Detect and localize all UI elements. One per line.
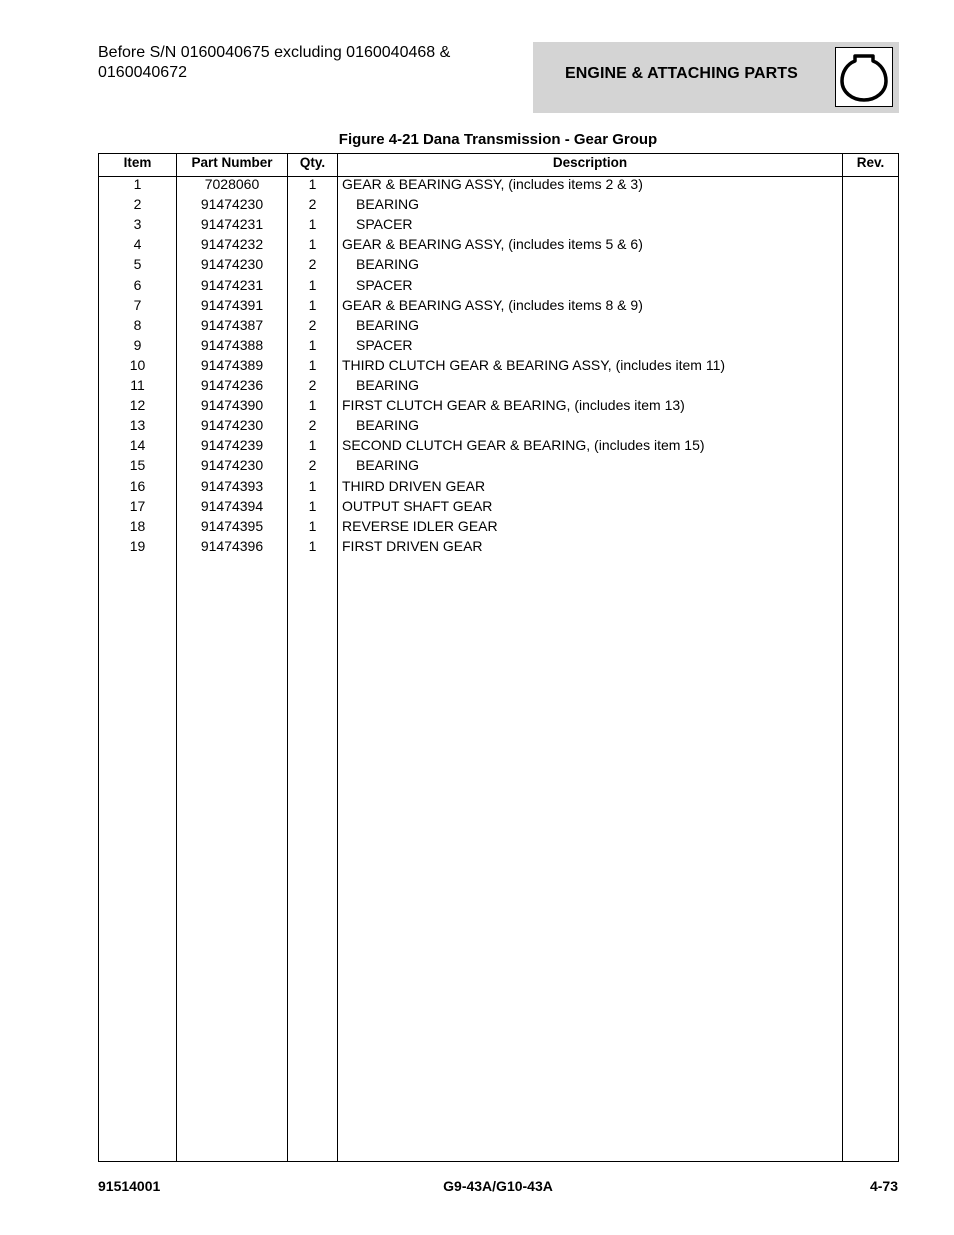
cell-description: BEARING bbox=[356, 457, 420, 474]
column-header-rev: Rev. bbox=[856, 155, 885, 170]
cell-part-number: 91474395 bbox=[200, 517, 264, 534]
table-row bbox=[99, 174, 898, 194]
cell-qty: 1 bbox=[308, 537, 317, 554]
cell-qty: 2 bbox=[308, 196, 317, 213]
cell-part-number: 91474230 bbox=[200, 417, 264, 434]
cell-part-number: 91474230 bbox=[200, 457, 264, 474]
cell-qty: 1 bbox=[308, 437, 317, 454]
section-header bbox=[533, 42, 899, 113]
parts-table bbox=[98, 153, 899, 1162]
table-row bbox=[99, 234, 898, 254]
footer-page-number: 4-73 bbox=[869, 1178, 898, 1194]
cell-qty: 1 bbox=[308, 176, 317, 192]
cell-part-number: 91474231 bbox=[200, 216, 264, 233]
cell-item: 15 bbox=[129, 457, 146, 474]
cell-item: 14 bbox=[129, 437, 146, 454]
cell-description: REVERSE IDLER GEAR bbox=[342, 517, 498, 534]
table-row bbox=[99, 275, 898, 295]
cell-item: 8 bbox=[133, 316, 142, 333]
cell-item: 11 bbox=[130, 377, 145, 393]
cell-qty: 2 bbox=[308, 417, 317, 434]
cell-description: SPACER bbox=[356, 336, 413, 353]
cell-item: 19 bbox=[129, 537, 146, 554]
table-row bbox=[99, 375, 898, 395]
cell-part-number: 7028060 bbox=[204, 176, 260, 192]
cell-description: BEARING bbox=[356, 196, 420, 213]
cell-item: 13 bbox=[129, 417, 146, 434]
cell-item: 7 bbox=[133, 296, 142, 313]
cell-item: 4 bbox=[133, 236, 142, 253]
cell-qty: 1 bbox=[308, 276, 317, 293]
cell-qty: 2 bbox=[308, 256, 317, 273]
footer-model: G9-43A/G10-43A bbox=[443, 1178, 553, 1194]
table-row bbox=[99, 395, 898, 415]
footer-doc-number: 91514001 bbox=[98, 1178, 161, 1194]
cell-item: 6 bbox=[133, 276, 142, 293]
cell-description: GEAR & BEARING ASSY, (includes items 5 & 6) bbox=[342, 236, 643, 253]
cell-qty: 1 bbox=[308, 517, 317, 534]
cell-qty: 2 bbox=[308, 457, 317, 474]
cell-qty: 1 bbox=[308, 336, 317, 353]
cell-part-number: 91474389 bbox=[200, 356, 264, 373]
table-row bbox=[99, 214, 898, 234]
cell-item: 1 bbox=[133, 176, 142, 192]
cell-description: BEARING bbox=[356, 316, 420, 333]
engine-outline-icon bbox=[835, 47, 893, 107]
cell-description: GEAR & BEARING ASSY, (includes items 8 & 9) bbox=[342, 296, 643, 313]
cell-part-number: 91474232 bbox=[200, 236, 264, 253]
cell-qty: 1 bbox=[308, 296, 317, 313]
serial-number-note: Before S/N 0160040675 excluding 0160040468 & 0160040672 bbox=[98, 44, 451, 81]
table-row bbox=[99, 315, 898, 335]
cell-item: 16 bbox=[129, 477, 146, 494]
cell-qty: 1 bbox=[308, 356, 317, 373]
cell-description: SPACER bbox=[356, 216, 413, 233]
cell-qty: 1 bbox=[308, 236, 317, 253]
cell-item: 5 bbox=[133, 256, 142, 273]
cell-description: THIRD CLUTCH GEAR & BEARING ASSY, (includes item 11) bbox=[342, 356, 726, 373]
table-row bbox=[99, 254, 898, 274]
cell-description: FIRST DRIVEN GEAR bbox=[342, 537, 483, 554]
cell-item: 18 bbox=[129, 517, 146, 534]
cell-description: FIRST CLUTCH GEAR & BEARING, (includes item 13) bbox=[342, 397, 685, 414]
cell-part-number: 91474230 bbox=[200, 196, 264, 213]
column-header-description: Description bbox=[552, 155, 628, 170]
cell-part-number: 91474236 bbox=[200, 377, 264, 393]
cell-description: OUTPUT SHAFT GEAR bbox=[342, 497, 493, 514]
column-header-item: Item bbox=[123, 155, 152, 170]
cell-item: 3 bbox=[133, 216, 142, 233]
cell-qty: 1 bbox=[308, 497, 317, 514]
cell-item: 12 bbox=[129, 397, 146, 414]
table-row bbox=[99, 335, 898, 355]
cell-part-number: 91474394 bbox=[200, 497, 264, 514]
figure-title: Figure 4-21 Dana Transmission - Gear Group bbox=[338, 131, 658, 148]
cell-description: THIRD DRIVEN GEAR bbox=[342, 477, 486, 494]
table-row bbox=[99, 455, 898, 475]
table-row bbox=[99, 295, 898, 315]
cell-part-number: 91474390 bbox=[200, 397, 264, 414]
cell-part-number: 91474393 bbox=[200, 477, 264, 494]
table-row bbox=[99, 536, 898, 556]
cell-qty: 2 bbox=[308, 377, 317, 393]
cell-item: 2 bbox=[133, 196, 142, 213]
cell-qty: 1 bbox=[308, 216, 317, 233]
cell-description: BEARING bbox=[356, 377, 420, 393]
table-row bbox=[99, 496, 898, 516]
cell-item: 17 bbox=[129, 497, 146, 514]
cell-part-number: 91474388 bbox=[200, 336, 264, 353]
column-header-part-number: Part Number bbox=[191, 155, 273, 170]
table-row bbox=[99, 355, 898, 375]
cell-description: GEAR & BEARING ASSY, (includes items 2 & 3) bbox=[342, 176, 643, 192]
cell-part-number: 91474387 bbox=[200, 316, 264, 333]
table-row bbox=[99, 415, 898, 435]
cell-qty: 1 bbox=[308, 477, 317, 494]
cell-part-number: 91474230 bbox=[200, 256, 264, 273]
cell-description: BEARING bbox=[356, 417, 420, 434]
cell-description: SECOND CLUTCH GEAR & BEARING, (includes item 15) bbox=[342, 437, 705, 454]
table-row bbox=[99, 435, 898, 455]
cell-description: BEARING bbox=[356, 256, 420, 273]
table-row bbox=[99, 476, 898, 496]
table-row bbox=[99, 194, 898, 214]
cell-part-number: 91474239 bbox=[200, 437, 264, 454]
cell-description: SPACER bbox=[356, 276, 413, 293]
cell-qty: 1 bbox=[308, 397, 317, 414]
column-header-qty: Qty. bbox=[299, 155, 326, 170]
cell-part-number: 91474231 bbox=[200, 276, 264, 293]
table-row bbox=[99, 516, 898, 536]
cell-item: 9 bbox=[133, 336, 142, 353]
cell-part-number: 91474391 bbox=[200, 296, 264, 313]
cell-qty: 2 bbox=[308, 316, 317, 333]
section-title: ENGINE & ATTACHING PARTS bbox=[565, 65, 798, 82]
cell-part-number: 91474396 bbox=[200, 537, 264, 554]
cell-item: 10 bbox=[129, 356, 146, 373]
